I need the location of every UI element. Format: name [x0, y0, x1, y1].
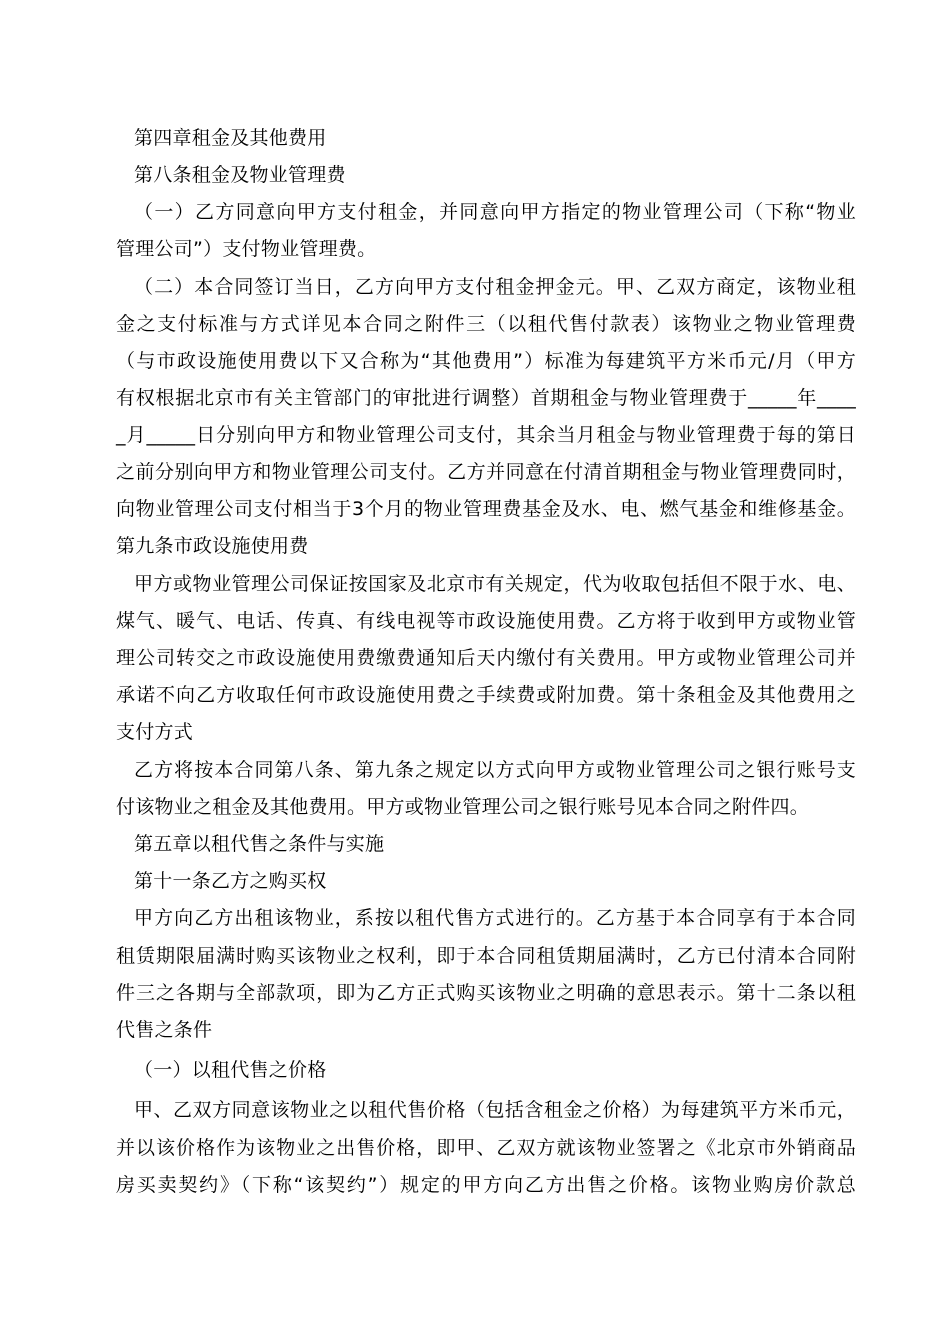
body-line: 煤气、暖气、电话、传真、有线电视等市政设施使用费。乙方将于收到甲方或物业管 — [116, 610, 856, 632]
chapter-four-heading: 第四章租金及其他费用 — [134, 127, 327, 149]
body-line: 理公司转交之市政设施使用费缴费通知后天内缴付有关费用。甲方或物业管理公司并 — [116, 647, 856, 669]
body-line: 支付方式 — [116, 721, 194, 743]
body-line: _月_____日分别向甲方和物业管理公司支付，其余当月租金与物业管理费于每的第日 — [116, 424, 856, 446]
body-line: （一）乙方同意向甲方支付租金，并同意向甲方指定的物业管理公司（下称“物业 — [134, 201, 856, 223]
body-line: 金之支付标准与方式详见本合同之附件三（以租代售付款表）该物业之物业管理费 — [116, 313, 856, 335]
body-line: 件三之各期与全部款项，即为乙方正式购买该物业之明确的意思表示。第十二条以租 — [116, 982, 856, 1004]
article-eleven-heading: 第十一条乙方之购买权 — [134, 870, 327, 892]
body-line: 甲方或物业管理公司保证按国家及北京市有关规定，代为收取包括但不限于水、电、 — [134, 573, 856, 595]
body-line: （与市政设施使用费以下又合称为“其他费用”）标准为每建筑平方米币元/月（甲方 — [116, 350, 856, 372]
body-line: 有权根据北京市有关主管部门的审批进行调整）首期租金与物业管理费于_____年____ — [116, 387, 856, 409]
body-line: 之前分别向甲方和物业管理公司支付。乙方并同意在付清首期租金与物业管理费同时， — [116, 461, 856, 483]
body-line: 房买卖契约》（下称“该契约”）规定的甲方向乙方出售之价格。该物业购房价款总 — [116, 1174, 856, 1196]
body-line: （二）本合同签订当日，乙方向甲方支付租金押金元。甲、乙双方商定，该物业租 — [134, 276, 856, 298]
section-heading: （一）以租代售之价格 — [134, 1059, 327, 1081]
body-line: 承诺不向乙方收取任何市政设施使用费之手续费或附加费。第十条租金及其他费用之 — [116, 684, 856, 706]
body-line: 租赁期限届满时购买该物业之权利，即于本合同租赁期届满时，乙方已付清本合同附 — [116, 945, 856, 967]
body-line: 付该物业之租金及其他费用。甲方或物业管理公司之银行账号见本合同之附件四。 — [116, 796, 810, 818]
body-line: 管理公司”）支付物业管理费。 — [116, 238, 377, 260]
body-line: 乙方将按本合同第八条、第九条之规定以方式向甲方或物业管理公司之银行账号支 — [134, 759, 856, 781]
article-nine-heading: 第九条市政设施使用费 — [116, 535, 309, 557]
body-line: 代售之条件 — [116, 1019, 213, 1041]
body-line: 甲、乙双方同意该物业之以租代售价格（包括含租金之价格）为每建筑平方米币元， — [134, 1099, 856, 1121]
body-line: 甲方向乙方出租该物业，系按以租代售方式进行的。乙方基于本合同享有于本合同 — [134, 907, 856, 929]
body-line: 并以该价格作为该物业之出售价格，即甲、乙双方就该物业签署之《北京市外销商品 — [116, 1137, 856, 1159]
chapter-five-heading: 第五章以租代售之条件与实施 — [134, 833, 385, 855]
article-eight-heading: 第八条租金及物业管理费 — [134, 164, 346, 186]
body-line: 向物业管理公司支付相当于3个月的物业管理费基金及水、电、燃气基金和维修基金。 — [116, 498, 856, 520]
